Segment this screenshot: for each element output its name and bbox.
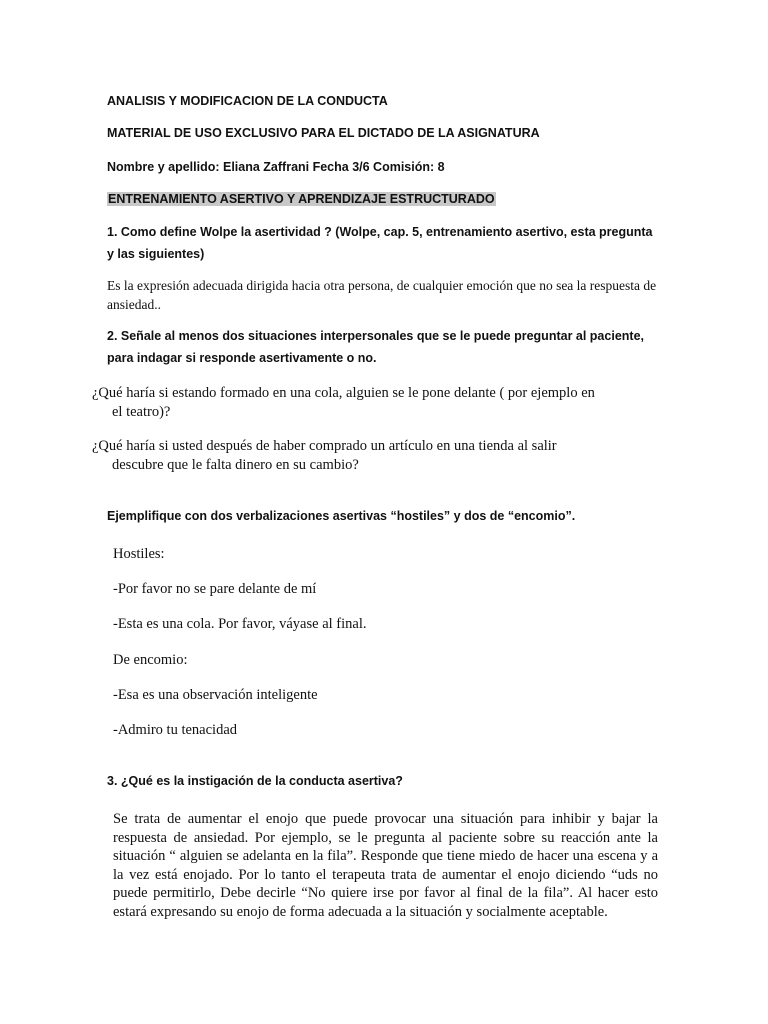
situation-2-line-2: descubre que le falta dinero en su cambio? [112, 457, 359, 473]
hostile-example-2: -Esta es una cola. Por favor, váyase al final. [113, 616, 367, 632]
section-title [107, 188, 496, 210]
praise-example-1: -Esa es una observación inteligente [113, 687, 318, 703]
material-notice: MATERIAL DE USO EXCLUSIVO PARA EL DICTADO DE LA ASIGNATURA [107, 126, 540, 140]
question-2: 2. Señale al menos dos situaciones interpersonales que se le puede preguntar al paciente, para indagar si responde asertivamente o no. [107, 329, 644, 365]
situation-1 [92, 384, 622, 422]
question-3: 3. ¿Qué es la instigación de la conducta asertiva? [107, 774, 403, 788]
situation-1-line-2: el teatro)? [112, 404, 171, 420]
answer-3: Se trata de aumentar el enojo que puede provocar una situación para inhibir y bajar la respuesta de ansiedad. Por ejemplo, se le pregunta al paciente sobre su reacción ante la situación “ alguien se adelanta en la fila”. Responde que tiene miedo de hacer una escena y a la vez está enojado. Por lo tanto el terapeuta trata de aumentar el enojo diciendo “uds no puede permitirlo, Debe decirle “No quiere irse por favor al final de la fila”. Al hacer esto estará expresando su enojo de forma adecuada a la situación y socialmente aceptable. [113, 811, 658, 920]
situation-1-line-1: ¿Qué haría si estando formado en una cola, alguien se le pone delante ( por ejemplo en [92, 385, 595, 401]
section-title-highlight: ENTRENAMIENTO ASERTIVO Y APRENDIZAJE ESTRUCTURADO [108, 192, 495, 206]
answer-1: Es la expresión adecuada dirigida hacia otra persona, de cualquier emoción que no sea la respuesta de ansiedad.. [107, 278, 657, 312]
course-title: ANALISIS Y MODIFICACION DE LA CONDUCTA [107, 94, 388, 108]
situation-2-line-1: ¿Qué haría si usted después de haber comprado un artículo en una tienda al salir [92, 438, 557, 454]
examples-prompt: Ejemplifique con dos verbalizaciones asertivas “hostiles” y dos de “encomio”. [107, 509, 576, 523]
praise-label: De encomio: [113, 652, 188, 668]
situation-2 [92, 437, 622, 475]
hostile-label: Hostiles: [113, 546, 165, 562]
student-info-line: Nombre y apellido: Eliana Zaffrani Fecha 3/6 Comisión: 8 [107, 160, 445, 174]
hostile-example-1: -Por favor no se pare delante de mí [113, 581, 317, 597]
question-1: 1. Como define Wolpe la asertividad ? (Wolpe, cap. 5, entrenamiento asertivo, esta pregunta y las siguientes) [107, 225, 653, 261]
praise-example-2: -Admiro tu tenacidad [113, 722, 238, 738]
